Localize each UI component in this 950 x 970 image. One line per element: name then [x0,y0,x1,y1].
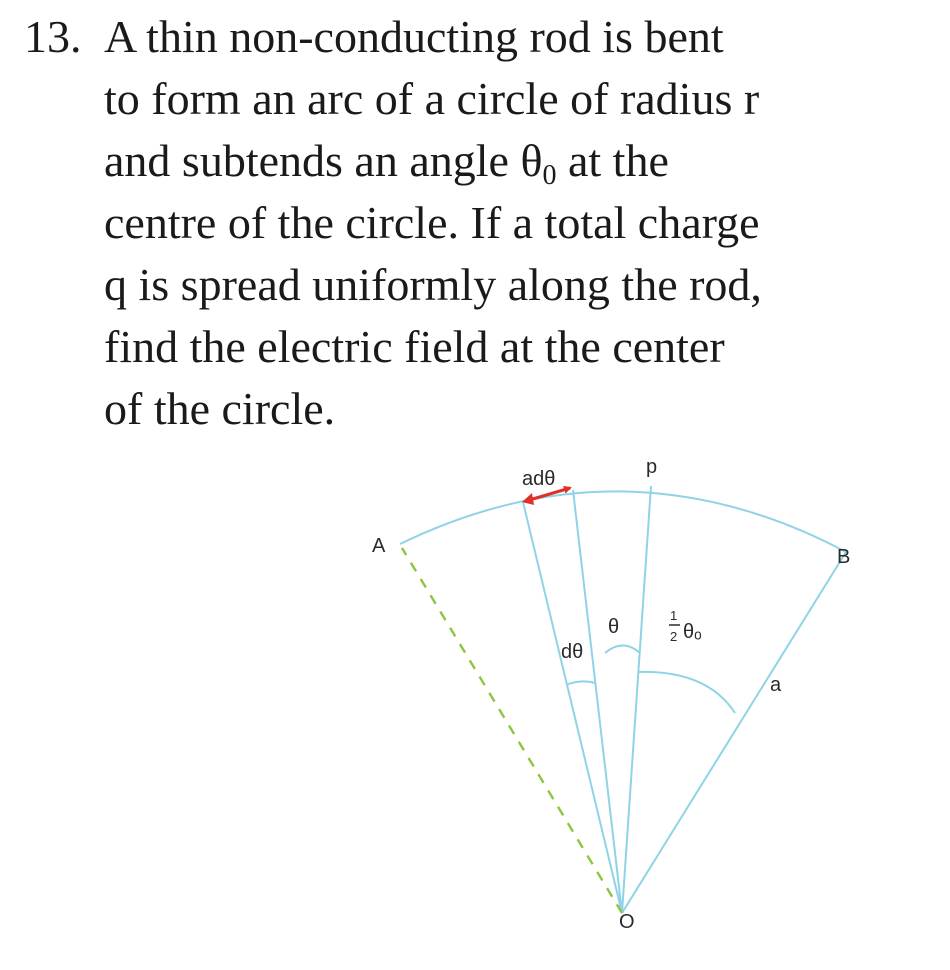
label-dtheta: dθ [561,641,584,663]
problem-number: 13. [24,11,82,62]
radius-element-right [573,490,622,913]
label-p: p [646,456,658,478]
problem-line-3 [104,130,924,192]
problem-line-1: A thin non-conducting rod is bent [104,11,724,62]
theta-angle-arc [605,646,640,654]
problem-line-5: q is spread uniformly along the rod, [104,259,762,310]
label-point-b: B [837,546,851,568]
problem-statement [24,6,924,440]
radius-element-left [523,502,622,913]
charged-arc [400,491,846,552]
problem-line-3-suffix: at the [556,135,669,186]
label-point-o: O [619,911,635,933]
problem-line-6: find the electric field at the center [104,321,725,372]
label-a-dtheta: adθ [522,468,556,490]
label-radius-a: a [770,674,782,696]
label-half-numerator: 1 [670,608,678,623]
radius-op [622,486,651,913]
problem-line-2: to form an arc of a circle of radius r [104,73,760,124]
problem-text [104,6,924,440]
problem-line-3-text: and subtends an angle θ [104,135,543,186]
label-theta: θ [608,616,620,638]
problem-line-4: centre of the circle. If a total charge [104,197,760,248]
radius-ob [622,552,846,913]
radius-oa-dashed [402,548,622,913]
label-half-denominator: 2 [670,629,678,644]
half-theta0-angle-arc [638,672,735,713]
problem-line-7: of the circle. [104,383,336,434]
dtheta-angle-arc [566,681,595,685]
theta-subscript: 0 [542,160,557,191]
arc-diagram-svg [340,445,900,955]
label-half-theta0: θₒ [683,621,702,643]
arc-diagram [340,445,900,955]
label-point-a: A [372,535,386,557]
